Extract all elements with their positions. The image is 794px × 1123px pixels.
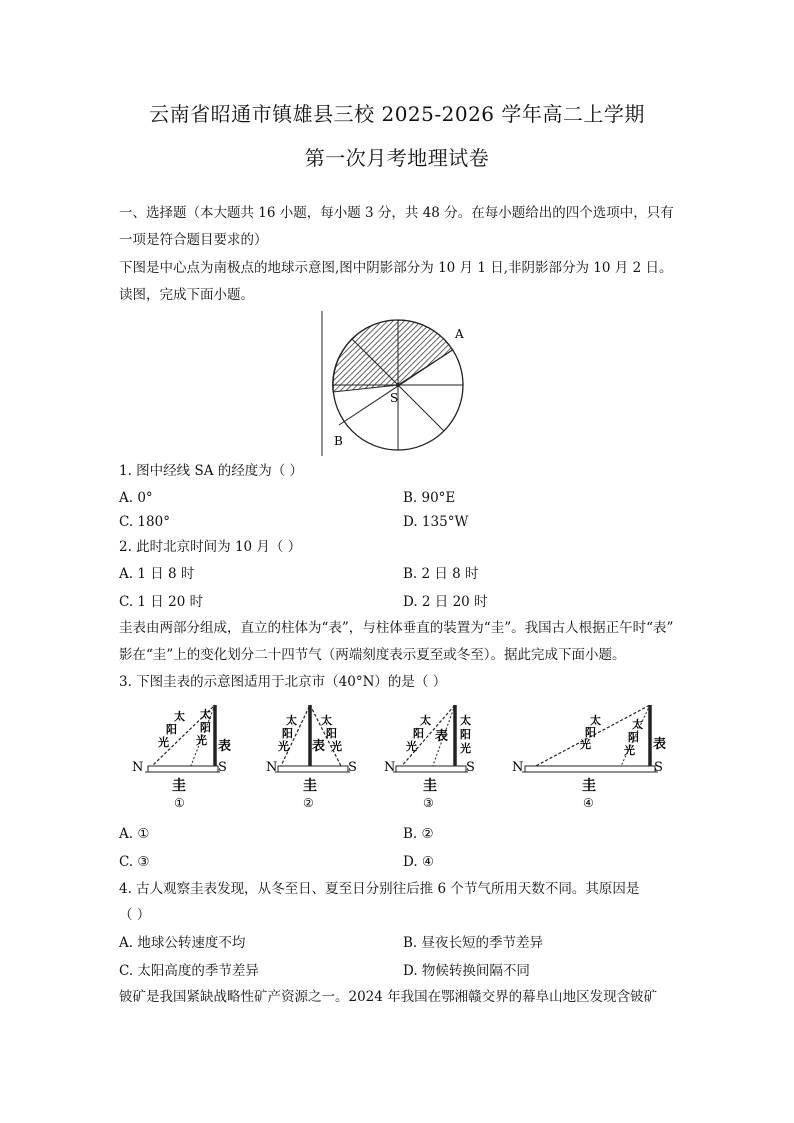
biao-label: 表 — [653, 737, 667, 752]
passage1-line2: 读图，完成下面小题。 — [119, 287, 254, 303]
diagram-number: ③ — [423, 796, 434, 810]
sunlight-label: 阳 — [585, 726, 596, 739]
exam-title-line1: 云南省昭通市镇雄县三校 2025-2026 学年高二上学期 — [149, 102, 645, 126]
q3-option-c[interactable]: C. ③ — [119, 854, 150, 870]
passage3-line1: 铍矿是我国紧缺战略性矿产资源之一。2024 年我国在鄂湘赣交界的幕阜山地区发现含铍矿 — [119, 989, 658, 1005]
q2-option-c[interactable]: C. 1 日 20 时 — [119, 594, 204, 610]
diagram-number: ② — [303, 796, 314, 810]
q3-option-a[interactable]: A. ① — [119, 826, 150, 842]
gnomon-diagram-1 — [132, 705, 231, 810]
q4-stem-line1: 4. 古人观察圭表发现，从冬至日、夏至日分别往后推 6 个节气所用天数不同。其原因是 — [119, 881, 640, 897]
sunlight-label: 太 — [174, 710, 185, 723]
label-s: S — [390, 391, 399, 405]
gnomon-diagram-3 — [384, 705, 475, 810]
gnomon-diagram-4 — [512, 705, 666, 810]
q4-option-d[interactable]: D. 物候转换间隔不同 — [403, 963, 530, 979]
sunlight-label: 光 — [580, 738, 591, 751]
sunlight-label: 阳 — [166, 723, 177, 736]
biao-label: 表 — [218, 739, 232, 754]
sunlight-label: 光 — [460, 742, 471, 755]
sunlight-label: 阳 — [200, 721, 211, 734]
sunlight-label: 太 — [460, 714, 471, 727]
sunlight-label: 阳 — [628, 731, 639, 744]
q4-option-c[interactable]: C. 太阳高度的季节差异 — [119, 963, 259, 979]
passage2-line2: 影在“圭”上的变化划分二十四节气（两端刻度表示夏至或冬至）。据此完成下面小题。 — [119, 647, 626, 663]
diagram-number: ④ — [583, 796, 594, 810]
q2-option-d[interactable]: D. 2 日 20 时 — [403, 594, 488, 610]
sunlight-label: 阳 — [460, 728, 471, 741]
q3-option-b[interactable]: B. ② — [403, 826, 434, 842]
sunlight-label: 太 — [200, 708, 211, 721]
sunlight-label: 太 — [420, 714, 431, 727]
gnomon-diagram-2 — [266, 705, 357, 810]
sunlight-label: 光 — [196, 734, 207, 747]
sunlight-label: 光 — [158, 736, 169, 749]
sunlight-label: 光 — [331, 740, 342, 753]
q3-option-d[interactable]: D. ④ — [403, 854, 435, 870]
gui-label: 圭 — [172, 778, 186, 794]
q2-stem: 2. 此时北京时间为 10 月（ ） — [119, 539, 302, 555]
biao-label: 表 — [435, 729, 449, 744]
label-a: A — [455, 327, 464, 341]
polar-earth-diagram — [315, 308, 475, 460]
q1-stem: 1. 图中经线 SA 的经度为（ ） — [119, 463, 304, 479]
q1-option-c[interactable]: C. 180° — [119, 514, 170, 530]
south-pole-point — [396, 383, 400, 387]
sunlight-label: 光 — [624, 744, 635, 757]
section-heading-line2: 一项是符合题目要求的） — [119, 232, 268, 248]
south-label: S — [466, 760, 475, 775]
passage2-line1: 圭表由两部分组成，直立的柱体为“表”，与柱体垂直的装置为“圭”。我国古人根据正午时“表” — [119, 620, 674, 636]
north-label: N — [132, 760, 144, 775]
sunlight-label: 太 — [590, 714, 601, 727]
sunlight-label: 阳 — [326, 727, 337, 740]
label-b: B — [334, 434, 343, 448]
q1-option-b[interactable]: B. 90°E — [403, 490, 456, 506]
q1-option-a[interactable]: A. 0° — [119, 490, 153, 506]
q3-stem: 3. 下图圭表的示意图适用于北京市（40°N）的是（ ） — [119, 674, 447, 690]
north-label: N — [266, 760, 278, 775]
sunlight-label: 阳 — [413, 727, 424, 740]
exam-title-line2: 第一次月考地理试卷 — [304, 146, 490, 170]
south-label: S — [348, 760, 357, 775]
diagram-number: ① — [174, 796, 185, 810]
q2-option-b[interactable]: B. 2 日 8 时 — [403, 566, 479, 582]
north-label: N — [384, 760, 396, 775]
biao-label: 表 — [312, 739, 326, 754]
sunlight-label: 阳 — [282, 727, 293, 740]
q4-stem-line2: （ ） — [119, 907, 151, 923]
q1-option-d[interactable]: D. 135°W — [403, 514, 469, 530]
sunlight-label: 光 — [278, 740, 289, 753]
sunlight-label: 太 — [321, 714, 332, 727]
passage1-line1: 下图是中心点为南极点的地球示意图,图中阴影部分为 10 月 1 日,非阴影部分为 10 月 2 日。 — [119, 260, 673, 276]
sunlight-label: 太 — [632, 718, 643, 731]
south-label: S — [654, 760, 663, 775]
gui-label: 圭 — [582, 778, 596, 794]
north-label: N — [512, 760, 524, 775]
q4-option-a[interactable]: A. 地球公转速度不均 — [119, 935, 246, 951]
section-heading-line1: 一、选择题（本大题共 16 小题，每小题 3 分，共 48 分。在每小题给出的四个选项中，只有 — [119, 205, 674, 221]
gui-label: 圭 — [423, 778, 437, 794]
gui-label: 圭 — [303, 778, 317, 794]
gnomon-diagrams — [120, 700, 680, 812]
q4-option-b[interactable]: B. 昼夜长短的季节差异 — [403, 935, 544, 951]
sunlight-label: 太 — [286, 714, 297, 727]
q2-option-a[interactable]: A. 1 日 8 时 — [119, 566, 195, 582]
south-label: S — [218, 760, 227, 775]
sunlight-label: 光 — [406, 740, 417, 753]
